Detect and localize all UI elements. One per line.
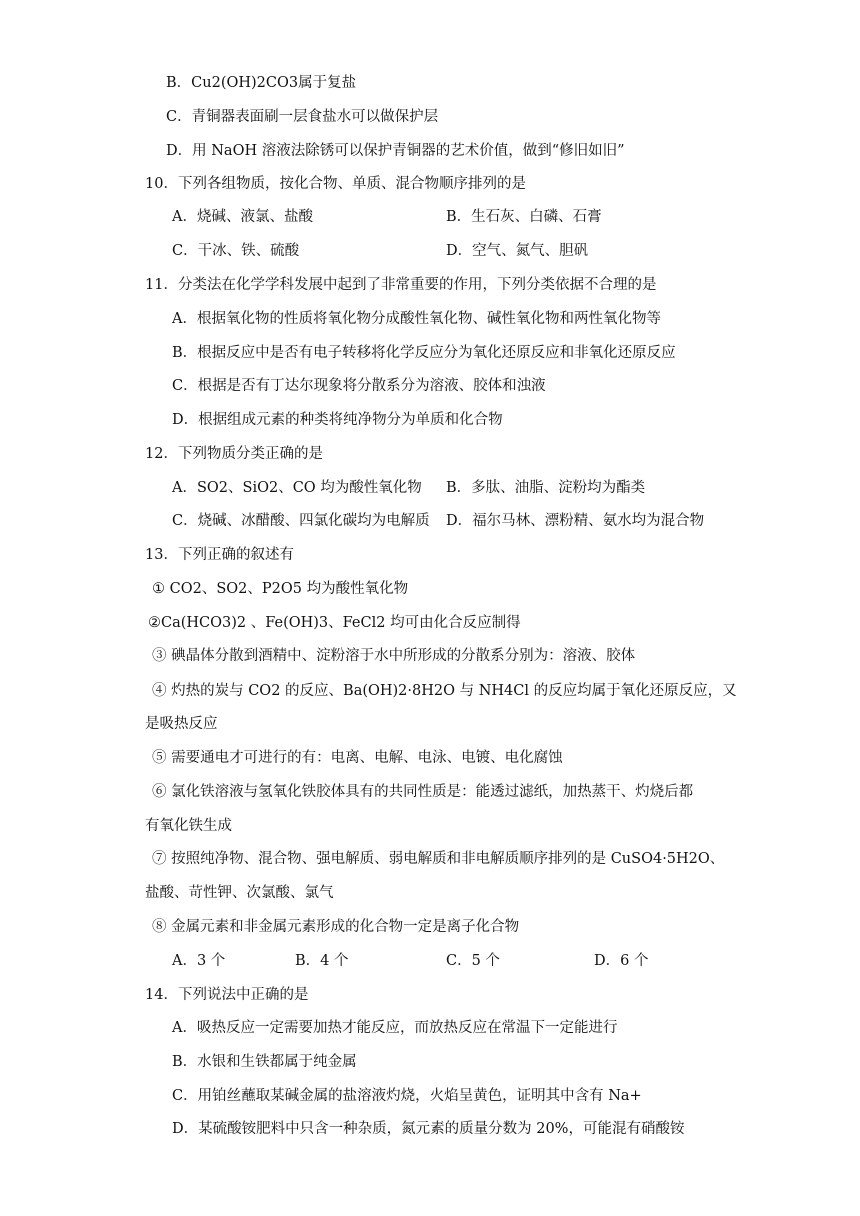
q11-option-d: D．根据组成元素的种类将纯净物分为单质和化合物: [172, 412, 503, 428]
q14-option-a: A．吸热反应一定需要加热才能反应，而放热反应在常温下一定能进行: [172, 1020, 618, 1036]
q13-stem: 13．下列正确的叙述有: [145, 547, 294, 563]
q10-option-d: D．空气、氮气、胆矾: [446, 243, 589, 259]
q13-statement-6-line-1: ⑥ 氯化铁溶液与氢氧化铁胶体具有的共同性质是：能透过滤纸，加热蒸干、灼烧后都: [152, 784, 694, 800]
q13-statement-3: ③ 碘晶体分散到酒精中、淀粉溶于水中所形成的分散系分别为：溶液、胶体: [152, 648, 636, 664]
q13-option-b: B．4 个: [295, 953, 349, 969]
q9-option-b: B．Cu2(OH)2CO3属于复盐: [166, 75, 357, 91]
q13-statement-7-line-1: ⑦ 按照纯净物、混合物、强电解质、弱电解质和非电解质顺序排列的是 CuSO4·5H2O、: [152, 851, 725, 867]
q10-stem: 10．下列各组物质，按化合物、单质、混合物顺序排列的是: [145, 176, 526, 192]
q10-option-c: C．干冰、铁、硫酸: [172, 243, 300, 259]
q11-option-b: B．根据反应中是否有电子转移将化学反应分为氧化还原反应和非氧化还原反应: [172, 345, 676, 361]
q13-option-c: C．5 个: [446, 953, 500, 969]
q13-statement-8: ⑧ 金属元素和非金属元素形成的化合物一定是离子化合物: [152, 919, 520, 935]
q13-statement-1: ① CO2、SO2、P2O5 均为酸性氧化物: [152, 581, 409, 597]
q9-option-c: C．青铜器表面刷一层食盐水可以做保护层: [166, 109, 439, 125]
q12-option-d: D．福尔马林、漂粉精、氨水均为混合物: [446, 513, 705, 529]
q12-option-b: B．多肽、油脂、淀粉均为酯类: [446, 480, 646, 496]
q13-option-a: A．3 个: [172, 953, 226, 969]
q10-option-a: A．烧碱、液氯、盐酸: [172, 209, 313, 225]
q11-stem: 11．分类法在化学学科发展中起到了非常重要的作用，下列分类依据不合理的是: [145, 277, 657, 293]
q13-statement-4-line-1: ④ 灼热的炭与 CO2 的反应、Ba(OH)2·8H2O 与 NH4Cl 的反应均属于氧化还原反应，又: [152, 683, 737, 699]
q12-option-a: A．SO2、SiO2、CO 均为酸性氧化物: [172, 480, 422, 496]
q9-option-d: D．用 NaOH 溶液法除锈可以保护青铜器的艺术价值，做到“修旧如旧”: [166, 143, 625, 159]
q14-stem: 14．下列说法中正确的是: [145, 987, 309, 1003]
q12-stem: 12．下列物质分类正确的是: [145, 446, 323, 462]
q14-option-c: C．用铂丝蘸取某碱金属的盐溶液灼烧，火焰呈黄色，证明其中含有 Na+: [172, 1088, 642, 1104]
q13-statement-5: ⑤ 需要通电才可进行的有：电离、电解、电泳、电镀、电化腐蚀: [152, 750, 563, 766]
q11-option-c: C．根据是否有丁达尔现象将分散系分为溶液、胶体和浊液: [172, 378, 546, 394]
q14-option-d: D．某硫酸铵肥料中只含一种杂质，氮元素的质量分数为 20%，可能混有硝酸铵: [172, 1121, 685, 1137]
q13-statement-2: ②Ca(HCO3)2 、Fe(OH)3、FeCl2 均可由化合反应制得: [148, 615, 521, 631]
q13-statement-4-line-2: 是吸热反应: [145, 716, 218, 732]
q13-option-d: D．6 个: [594, 953, 649, 969]
q10-option-b: B．生石灰、白磷、石膏: [446, 209, 602, 225]
q14-option-b: B．水银和生铁都属于纯金属: [172, 1054, 357, 1070]
q11-option-a: A．根据氧化物的性质将氧化物分成酸性氧化物、碱性氧化物和两性氧化物等: [172, 311, 661, 327]
q13-statement-7-line-2: 盐酸、苛性钾、次氯酸、氯气: [145, 885, 334, 901]
q12-option-c: C．烧碱、冰醋酸、四氯化碳均为电解质: [172, 513, 430, 529]
q13-statement-6-line-2: 有氧化铁生成: [145, 818, 232, 834]
